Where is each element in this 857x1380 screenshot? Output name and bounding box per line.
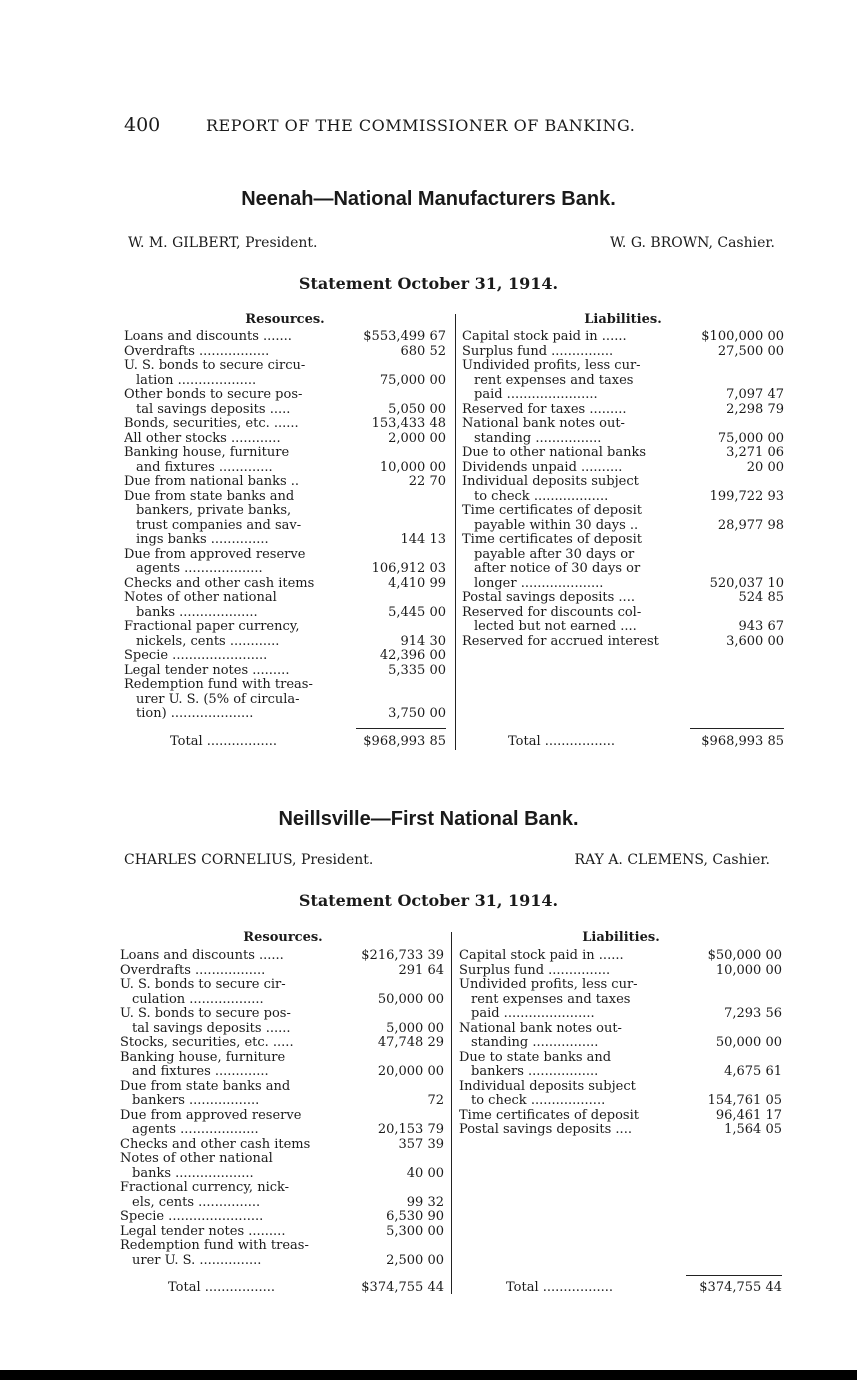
ledger-row xyxy=(459,1109,782,1124)
ledger-amount: 20 00 xyxy=(746,459,784,475)
total-label: Total ................. xyxy=(506,1280,614,1295)
ledger-row xyxy=(120,1036,444,1051)
ledger-amount: 20,153 79 xyxy=(377,1122,444,1137)
ledger-amount: 5,335 00 xyxy=(388,662,446,678)
ledger-label: bankers, private banks, xyxy=(136,504,292,518)
ledger-label: payable within 30 days .. xyxy=(474,518,639,533)
ledger-amount: 7,293 56 xyxy=(724,1006,782,1021)
ledger-amount: 154,761 05 xyxy=(707,1093,782,1108)
resources-total-rule xyxy=(356,728,446,729)
ledger-label: tal savings deposits ...... xyxy=(132,1021,291,1036)
ledger-label: Time certificates of deposit xyxy=(459,1108,639,1123)
cashier-name: W. G. BROWN, Cashier. xyxy=(609,235,775,251)
ledger-row xyxy=(462,490,784,505)
ledger-row xyxy=(120,1065,444,1080)
ledger-label: paid ...................... xyxy=(474,388,598,402)
ledger-label: Specie ....................... xyxy=(124,649,268,663)
ledger-label: Loans and discounts ...... xyxy=(120,949,284,963)
page-number: 400 xyxy=(124,114,161,136)
ledger-row xyxy=(459,1094,782,1109)
ledger-amount: 153,433 48 xyxy=(371,416,446,431)
ledger-row xyxy=(120,1210,444,1225)
ledger-label: Loans and discounts ....... xyxy=(124,330,292,344)
resources-heading: Resources. xyxy=(243,930,323,945)
ledger-row xyxy=(120,1254,444,1269)
ledger-row xyxy=(120,1123,444,1138)
ledger-row xyxy=(120,978,444,993)
ledger-label: National bank notes out- xyxy=(459,1021,622,1036)
ledger-amount: 2,298 79 xyxy=(726,401,784,417)
liabilities-total xyxy=(506,1280,782,1295)
ledger-amount: 5,000 00 xyxy=(386,1020,444,1036)
ledger-amount: 291 64 xyxy=(398,962,444,978)
ledger-amount: 524 85 xyxy=(738,590,784,605)
ledger-label: Notes of other national xyxy=(124,591,277,605)
ledger-label: Reserved for taxes ......... xyxy=(462,402,627,417)
resources-heading: Resources. xyxy=(245,312,325,327)
ledger-row xyxy=(462,432,784,447)
ledger-amount: 943 67 xyxy=(738,619,784,634)
resources-list xyxy=(120,949,444,1268)
ledger-amount: 47,748 29 xyxy=(377,1035,444,1050)
ledger-row xyxy=(120,1051,444,1066)
ledger-label: Due from approved reserve xyxy=(124,547,306,562)
ledger-row xyxy=(459,1123,782,1138)
ledger-label: to check .................. xyxy=(474,489,609,504)
ledger-row xyxy=(462,345,784,360)
ledger-amount: 357 39 xyxy=(398,1136,444,1152)
ledger-amount: 106,912 03 xyxy=(371,561,446,576)
ledger-amount: 4,410 99 xyxy=(388,575,446,591)
ledger-label: standing ................ xyxy=(474,431,602,446)
ledger-row xyxy=(459,1036,782,1051)
ledger-label: bankers ................. xyxy=(471,1065,599,1079)
ledger-row xyxy=(462,446,784,461)
ledger-row xyxy=(124,330,446,345)
ledger-row xyxy=(459,1065,782,1080)
ledger-label: bankers ................. xyxy=(132,1094,260,1108)
ledger-label: Redemption fund with treas- xyxy=(120,1239,309,1253)
ledger-row xyxy=(124,475,446,490)
ledger-label: longer .................... xyxy=(474,576,604,591)
ledger-row xyxy=(120,1080,444,1095)
statement-date: Statement October 31, 1914. xyxy=(298,274,559,293)
liabilities-heading: Liabilities. xyxy=(582,930,660,945)
ledger-row xyxy=(120,1138,444,1153)
ledger-amount: 96,461 17 xyxy=(715,1107,782,1123)
ledger-amount: 4,675 61 xyxy=(724,1064,782,1079)
ledger-row xyxy=(462,519,784,534)
ledger-label: U. S. bonds to secure circu- xyxy=(124,359,306,373)
ledger-label: Capital stock paid in ...... xyxy=(459,949,624,963)
ledger-label: agents ................... xyxy=(132,1123,259,1137)
ledger-label: Capital stock paid in ...... xyxy=(462,330,627,344)
liabilities-total-rule xyxy=(690,728,784,729)
ledger-row xyxy=(120,1109,444,1124)
ledger-label: Banking house, furniture xyxy=(124,446,290,460)
ledger-label: Other bonds to secure pos- xyxy=(124,388,303,402)
resources-total xyxy=(170,734,446,749)
ledger-label: Dividends unpaid .......... xyxy=(462,460,623,475)
ledger-row xyxy=(124,388,446,403)
ledger-row xyxy=(459,964,782,979)
ledger-row xyxy=(124,490,446,505)
ledger-label: ings banks .............. xyxy=(136,533,269,547)
ledger-amount: 5,050 00 xyxy=(388,401,446,417)
ledger-amount: 20,000 00 xyxy=(377,1064,444,1079)
ledger-label: to check .................. xyxy=(471,1094,606,1108)
ledger-row xyxy=(124,635,446,650)
ledger-amount: 40 00 xyxy=(406,1165,444,1181)
ledger-row xyxy=(124,664,446,679)
ledger-label: Legal tender notes ......... xyxy=(124,663,290,678)
ledger-label: Postal savings deposits .... xyxy=(462,591,635,605)
ledger-label: tal savings deposits ..... xyxy=(136,402,291,417)
ledger-row xyxy=(120,949,444,964)
total-label: Total ................. xyxy=(168,1280,276,1295)
ledger-amount: 144 13 xyxy=(400,532,446,547)
ledger-label: Due from national banks .. xyxy=(124,475,300,489)
ledger-row xyxy=(120,1167,444,1182)
ledger-row xyxy=(462,388,784,403)
ledger-amount: 99 32 xyxy=(406,1194,444,1210)
ledger-label: Surplus fund ............... xyxy=(462,344,614,359)
ledger-label: Due from state banks and xyxy=(124,489,295,504)
ledger-amount: 75,000 00 xyxy=(379,372,446,388)
ledger-label: Undivided profits, less cur- xyxy=(459,978,638,992)
ledger-row xyxy=(462,635,784,650)
ledger-label: Due to state banks and xyxy=(459,1050,612,1065)
ledger-label: Surplus fund ............... xyxy=(459,963,611,978)
ledger-label: Time certificates of deposit xyxy=(462,504,642,518)
ledger-row xyxy=(120,993,444,1008)
president-name: CHARLES CORNELIUS, President. xyxy=(124,852,374,868)
report-title: REPORT OF THE COMMISSIONER OF BANKING. xyxy=(206,116,636,135)
ledger-amount: 3,750 00 xyxy=(388,706,446,721)
ledger-label: Postal savings deposits .... xyxy=(459,1123,632,1137)
ledger-row xyxy=(120,1239,444,1254)
ledger-row xyxy=(462,504,784,519)
ledger-label: Stocks, securities, etc. ..... xyxy=(120,1036,294,1050)
ledger-row xyxy=(124,533,446,548)
ledger-label: lation ................... xyxy=(136,373,257,388)
ledger-amount: 10,000 00 xyxy=(379,459,446,475)
column-divider xyxy=(451,932,452,1294)
ledger-label: agents ................... xyxy=(136,562,263,576)
ledger-amount: 1,564 05 xyxy=(724,1122,782,1137)
ledger-amount: $100,000 00 xyxy=(701,329,784,344)
ledger-amount: 50,000 00 xyxy=(377,991,444,1007)
ledger-row xyxy=(124,461,446,476)
total-amount: $374,755 44 xyxy=(699,1280,782,1295)
liabilities-list xyxy=(462,330,784,649)
ledger-row xyxy=(120,1094,444,1109)
ledger-row xyxy=(459,1051,782,1066)
ledger-amount: 10,000 00 xyxy=(715,962,782,978)
ledger-label: rent expenses and taxes xyxy=(471,992,631,1007)
ledger-label: Specie ....................... xyxy=(120,1210,264,1224)
ledger-amount: 7,097 47 xyxy=(726,387,784,402)
scan-edge-bar xyxy=(0,1370,857,1380)
ledger-label: trust companies and sav- xyxy=(136,518,302,533)
ledger-label: U. S. bonds to secure pos- xyxy=(120,1007,291,1021)
ledger-row xyxy=(124,345,446,360)
ledger-label: els, cents ............... xyxy=(132,1195,261,1210)
ledger-label: culation .................. xyxy=(132,992,264,1007)
ledger-row xyxy=(124,693,446,708)
ledger-label: Fractional paper currency, xyxy=(124,620,300,634)
total-amount: $374,755 44 xyxy=(361,1280,444,1295)
ledger-row xyxy=(459,1080,782,1095)
ledger-row xyxy=(462,562,784,577)
ledger-row xyxy=(124,446,446,461)
ledger-label: All other stocks ............ xyxy=(124,431,281,446)
ledger-row xyxy=(462,591,784,606)
ledger-label: Overdrafts ................. xyxy=(120,963,266,978)
ledger-row xyxy=(124,707,446,722)
ledger-amount: 6,530 90 xyxy=(386,1209,444,1224)
ledger-label: National bank notes out- xyxy=(462,417,625,431)
ledger-label: Redemption fund with treas- xyxy=(124,678,313,692)
bank-title: Neenah—National Manufacturers Bank. xyxy=(241,188,616,210)
ledger-label: Reserved for accrued interest xyxy=(462,634,659,649)
ledger-row xyxy=(124,548,446,563)
ledger-row xyxy=(120,1007,444,1022)
ledger-label: urer U. S. (5% of circula- xyxy=(136,692,300,707)
ledger-label: rent expenses and taxes xyxy=(474,373,634,388)
ledger-row xyxy=(124,562,446,577)
ledger-amount: 2,500 00 xyxy=(386,1252,444,1268)
liabilities-total xyxy=(508,734,784,749)
ledger-label: Reserved for discounts col- xyxy=(462,605,642,620)
ledger-amount: 914 30 xyxy=(400,633,446,649)
ledger-row xyxy=(462,374,784,389)
ledger-amount: 2,000 00 xyxy=(388,430,446,446)
ledger-row xyxy=(124,678,446,693)
ledger-amount: $553,499 67 xyxy=(363,329,446,344)
ledger-label: banks ................... xyxy=(132,1166,254,1181)
ledger-row xyxy=(459,1007,782,1022)
ledger-amount: 3,271 06 xyxy=(726,445,784,460)
ledger-row xyxy=(124,374,446,389)
ledger-label: Individual deposits subject xyxy=(462,475,639,489)
ledger-row xyxy=(124,649,446,664)
ledger-row xyxy=(120,1152,444,1167)
page-header xyxy=(124,114,704,140)
ledger-amount: 75,000 00 xyxy=(717,430,784,446)
ledger-label: Banking house, furniture xyxy=(120,1050,286,1065)
ledger-row xyxy=(462,533,784,548)
ledger-row xyxy=(462,548,784,563)
ledger-label: banks ................... xyxy=(136,605,258,620)
ledger-label: Checks and other cash items xyxy=(120,1137,311,1152)
statement-date: Statement October 31, 1914. xyxy=(298,891,559,910)
ledger-label: lected but not earned .... xyxy=(474,620,637,634)
ledger-row xyxy=(462,461,784,476)
ledger-row xyxy=(120,1225,444,1240)
ledger-label: urer U. S. ............... xyxy=(132,1253,262,1268)
ledger-row xyxy=(120,1022,444,1037)
total-amount: $968,993 85 xyxy=(701,734,784,749)
ledger-label: after notice of 30 days or xyxy=(474,562,641,576)
liabilities-total-rule xyxy=(686,1275,782,1276)
liabilities-list xyxy=(459,949,782,1138)
ledger-row xyxy=(124,591,446,606)
cashier-name: RAY A. CLEMENS, Cashier. xyxy=(574,852,770,868)
ledger-amount: 50,000 00 xyxy=(715,1035,782,1050)
ledger-amount: 680 52 xyxy=(400,343,446,359)
ledger-label: Time certificates of deposit xyxy=(462,533,642,547)
ledger-label: U. S. bonds to secure cir- xyxy=(120,978,286,992)
ledger-row xyxy=(462,417,784,432)
ledger-row xyxy=(120,964,444,979)
ledger-label: nickels, cents ............ xyxy=(136,634,280,649)
ledger-amount: 520,037 10 xyxy=(709,575,784,591)
total-label: Total ................. xyxy=(170,734,278,749)
resources-list xyxy=(124,330,446,722)
ledger-row xyxy=(459,978,782,993)
ledger-amount: 72 xyxy=(427,1093,444,1108)
ledger-label: and fixtures ............. xyxy=(136,460,273,475)
ledger-label: Notes of other national xyxy=(120,1152,273,1166)
ledger-label: Overdrafts ................. xyxy=(124,344,270,359)
ledger-label: payable after 30 days or xyxy=(474,547,635,562)
ledger-label: Checks and other cash items xyxy=(124,576,315,591)
ledger-amount: $50,000 00 xyxy=(707,948,782,963)
total-label: Total ................. xyxy=(508,734,616,749)
ledger-row xyxy=(459,949,782,964)
ledger-row xyxy=(120,1196,444,1211)
column-divider xyxy=(455,314,456,750)
ledger-row xyxy=(124,504,446,519)
ledger-row xyxy=(124,403,446,418)
ledger-row xyxy=(459,993,782,1008)
ledger-amount: 5,300 00 xyxy=(386,1223,444,1239)
ledger-amount: 3,600 00 xyxy=(726,633,784,649)
ledger-row xyxy=(120,1181,444,1196)
ledger-row xyxy=(462,330,784,345)
ledger-row xyxy=(462,606,784,621)
ledger-label: Due from state banks and xyxy=(120,1079,291,1094)
ledger-amount: 28,977 98 xyxy=(717,517,784,533)
ledger-row xyxy=(124,359,446,374)
ledger-amount: 27,500 00 xyxy=(717,343,784,359)
ledger-label: and fixtures ............. xyxy=(132,1065,269,1079)
ledger-amount: 199,722 93 xyxy=(709,488,784,504)
ledger-amount: 5,445 00 xyxy=(388,604,446,620)
ledger-label: Bonds, securities, etc. ...... xyxy=(124,417,299,431)
ledger-amount: 42,396 00 xyxy=(379,648,446,663)
president-name: W. M. GILBERT, President. xyxy=(128,235,318,251)
ledger-label: Due from approved reserve xyxy=(120,1108,302,1123)
ledger-label: Due to other national banks xyxy=(462,446,647,460)
ledger-row xyxy=(124,417,446,432)
ledger-row xyxy=(462,577,784,592)
ledger-amount: $216,733 39 xyxy=(361,948,444,963)
ledger-label: standing ................ xyxy=(471,1036,599,1050)
ledger-row xyxy=(124,620,446,635)
ledger-row xyxy=(124,519,446,534)
ledger-row xyxy=(462,620,784,635)
ledger-row xyxy=(462,403,784,418)
ledger-row xyxy=(459,1022,782,1037)
ledger-label: paid ...................... xyxy=(471,1007,595,1021)
resources-total xyxy=(168,1280,444,1295)
ledger-label: Legal tender notes ......... xyxy=(120,1224,286,1239)
ledger-label: tion) .................... xyxy=(136,707,254,721)
ledger-row xyxy=(124,577,446,592)
ledger-row xyxy=(124,432,446,447)
ledger-label: Undivided profits, less cur- xyxy=(462,359,641,373)
ledger-label: Individual deposits subject xyxy=(459,1079,636,1094)
ledger-row xyxy=(124,606,446,621)
liabilities-heading: Liabilities. xyxy=(584,312,662,327)
ledger-amount: 22 70 xyxy=(408,474,446,489)
ledger-label: Fractional currency, nick- xyxy=(120,1181,290,1195)
ledger-row xyxy=(462,475,784,490)
bank-title: Neillsville—First National Bank. xyxy=(278,808,579,830)
total-amount: $968,993 85 xyxy=(363,734,446,749)
ledger-row xyxy=(462,359,784,374)
